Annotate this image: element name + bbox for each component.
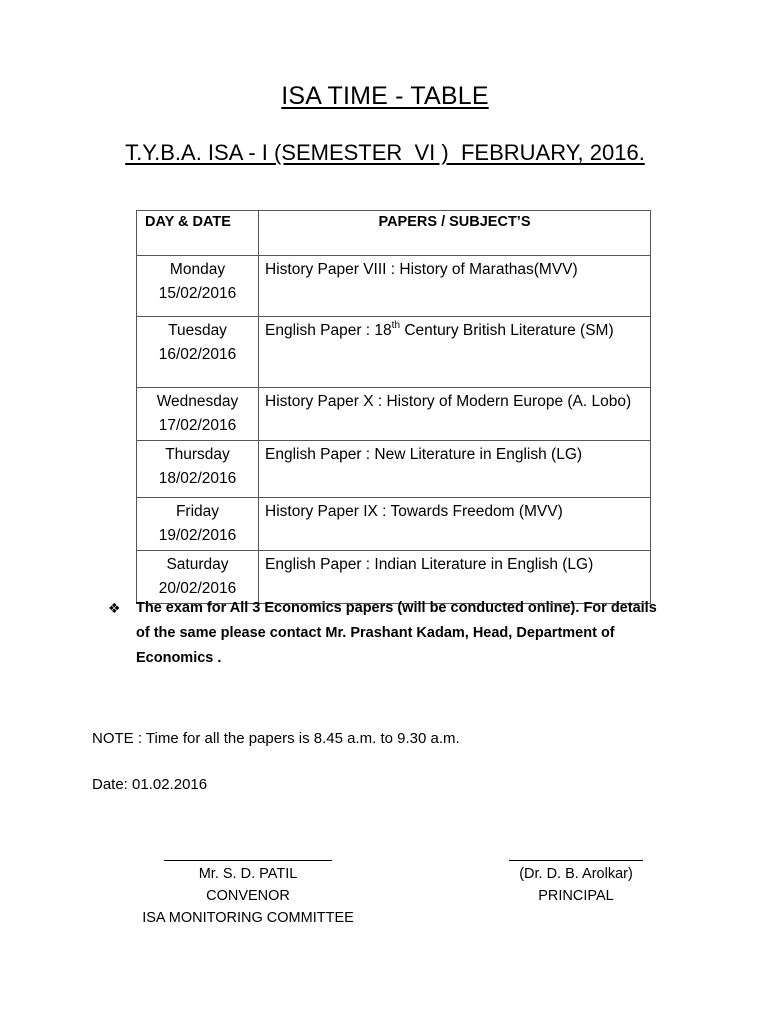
time-note: NOTE : Time for all the papers is 8.45 a.m. to 9.30 a.m.	[92, 730, 460, 747]
paper-cell: English Paper : Indian Literature in English (LG)	[259, 551, 651, 604]
exam-date: 15/02/2016	[158, 285, 237, 302]
paper-cell	[259, 317, 651, 388]
timetable	[136, 210, 651, 604]
table-row	[137, 256, 651, 317]
table-row	[137, 498, 651, 551]
diamond-bullet-icon: ❖	[108, 600, 121, 616]
signatory-name: Mr. S. D. PATIL	[198, 866, 298, 882]
day-date-cell	[137, 441, 259, 498]
exam-date: 19/02/2016	[158, 527, 237, 544]
paper-cell: English Paper : New Literature in English (LG)	[259, 441, 651, 498]
day-date-cell	[137, 388, 259, 441]
ordinal-superscript: th	[391, 320, 401, 331]
paper-cell: History Paper VIII : History of Marathas(MVV)	[259, 256, 651, 317]
signature-line	[509, 844, 643, 861]
paper-cell: History Paper IX : Towards Freedom (MVV)	[259, 498, 651, 551]
day-date-cell	[137, 498, 259, 551]
exam-date: 18/02/2016	[158, 470, 237, 487]
column-header-papers: PAPERS / SUBJECT’S	[259, 211, 651, 256]
day-name: Monday	[169, 261, 226, 278]
day-date-cell	[137, 317, 259, 388]
paper-text-pre: English Paper : 18	[265, 322, 392, 339]
principal-signature-block	[486, 844, 666, 907]
convenor-signature-block	[122, 844, 374, 929]
issue-date: Date: 01.02.2016	[92, 776, 208, 793]
signatory-role: PRINCIPAL	[538, 888, 614, 904]
signature-line	[164, 844, 332, 861]
day-name: Saturday	[166, 556, 229, 573]
paper-text-post: Century British Literature (SM)	[400, 322, 614, 339]
page-subtitle: T.Y.B.A. ISA - I (SEMESTER VI ) FEBRUARY, 2016.	[125, 140, 645, 165]
table-row	[137, 441, 651, 498]
table-row	[137, 317, 651, 388]
economics-note-text: The exam for All 3 Economics papers (will be conducted online). For details of the same please contact Mr. Prashant Kadam, Head, Department of Economics .	[136, 600, 657, 666]
day-date-cell	[137, 256, 259, 317]
economics-note	[108, 596, 668, 671]
page-title: ISA TIME - TABLE	[281, 82, 489, 110]
signatory-role: CONVENOR	[206, 888, 290, 904]
signatory-name: (Dr. D. B. Arolkar)	[519, 866, 633, 882]
day-name: Thursday	[165, 446, 230, 463]
exam-date: 16/02/2016	[158, 346, 237, 363]
table-row	[137, 388, 651, 441]
day-name: Wednesday	[156, 393, 239, 410]
column-header-day-date: DAY & DATE	[137, 211, 259, 256]
day-name: Tuesday	[168, 322, 227, 339]
timetable-table	[136, 210, 651, 604]
paper-cell: History Paper X : History of Modern Europe (A. Lobo)	[259, 388, 651, 441]
table-header-row	[137, 211, 651, 256]
signatory-committee: ISA MONITORING COMMITTEE	[142, 910, 354, 926]
exam-date: 20/02/2016	[158, 580, 237, 597]
exam-date: 17/02/2016	[158, 417, 237, 434]
day-name: Friday	[175, 503, 220, 520]
